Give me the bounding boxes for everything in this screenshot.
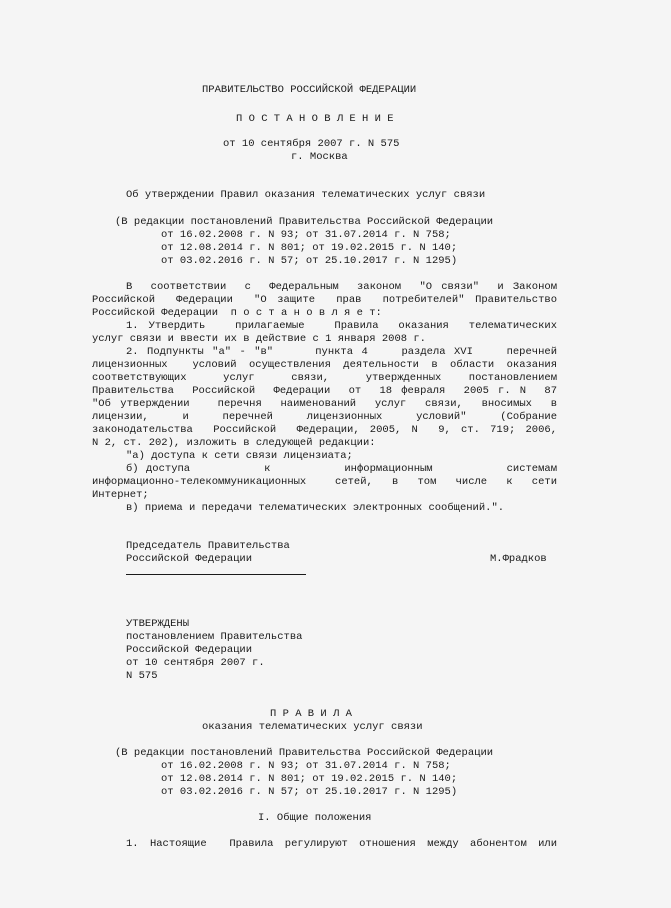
item2-sub-b: б) доступа к информационным системам xyxy=(126,463,557,475)
signature-position: Председатель Правительства xyxy=(126,540,290,552)
decree-city: г. Москва xyxy=(291,151,348,163)
item2-line: "Об утверждении перечня наименований услуг связи, вносимых в xyxy=(92,398,557,410)
rules-amendments-line: от 03.02.2016 г. N 57; от 25.10.2017 г. N 1295) xyxy=(161,786,458,798)
preamble-line: В соответствии с Федеральным законом "О связи" и Законом xyxy=(126,281,557,293)
amendments-line: (В редакции постановлений Правительства Российской Федерации xyxy=(115,216,494,228)
item2-line: лицензии, и перечней лицензионных условий" (Собрание xyxy=(92,411,557,423)
approval-line: от 10 сентября 2007 г. xyxy=(126,657,265,669)
item2-line: законодательства Российской Федерации, 2005, N 9, ст. 719; 2006, xyxy=(92,424,557,436)
item2-line: лицензионных условий осуществления деятельности в области оказания xyxy=(92,359,557,371)
signature-position: Российской Федерации xyxy=(126,553,253,565)
rules-amendments-line: (В редакции постановлений Правительства Российской Федерации xyxy=(115,747,494,759)
item2-line: N 2, ст. 202), изложить в следующей редакции: xyxy=(92,437,376,449)
rules-amendments-line: от 16.02.2008 г. N 93; от 31.07.2014 г. N 758; xyxy=(161,760,451,772)
amendments-line: от 16.02.2008 г. N 93; от 31.07.2014 г. N 758; xyxy=(161,229,451,241)
government-heading: ПРАВИТЕЛЬСТВО РОССИЙСКОЙ ФЕДЕРАЦИИ xyxy=(202,84,417,96)
item2-line: соответствующих услуг связи, утвержденных постановлением xyxy=(92,372,557,384)
rules-paragraph: 1. Настоящие Правила регулируют отношения между абонентом или xyxy=(126,838,557,850)
item2-sub-a: "а) доступа к сети связи лицензиата; xyxy=(126,450,353,462)
preamble-line: Российской Федерации "О защите прав потребителей" Правительство xyxy=(92,294,557,306)
rules-subtitle: оказания телематических услуг связи xyxy=(202,721,423,733)
approval-line: N 575 xyxy=(126,670,158,682)
item2-sub-b: Интернет; xyxy=(92,489,149,501)
signature-divider xyxy=(126,574,306,575)
item1-line: 1. Утвердить прилагаемые Правила оказания телематических xyxy=(126,320,557,332)
approval-line: УТВЕРЖДЕНЫ xyxy=(126,618,190,630)
section-title: I. Общие положения xyxy=(258,812,372,824)
approval-line: Российской Федерации xyxy=(126,644,253,656)
amendments-line: от 12.08.2014 г. N 801; от 19.02.2015 г. N 140; xyxy=(161,242,458,254)
item1-line: услуг связи и ввести их в действие с 1 января 2008 г. xyxy=(92,333,426,345)
item2-line: Правительства Российской Федерации от 18 февраля 2005 г. N 87 xyxy=(92,385,557,397)
decree-date-number: от 10 сентября 2007 г. N 575 xyxy=(223,138,400,150)
item2-sub-c: в) приема и передачи телематических электронных сообщений.". xyxy=(126,502,505,514)
decree-title: Об утверждении Правил оказания телематических услуг связи xyxy=(126,189,486,201)
approval-line: постановлением Правительства xyxy=(126,631,303,643)
signature-name: М.Фрадков xyxy=(490,553,547,565)
amendments-line: от 03.02.2016 г. N 57; от 25.10.2017 г. N 1295) xyxy=(161,255,458,267)
preamble-line: Российской Федерации п о с т а н о в л я е т: xyxy=(92,307,382,319)
item2-line: 2. Подпункты "а" - "в" пункта 4 раздела XVI перечней xyxy=(126,346,557,358)
rules-title: П Р А В И Л А xyxy=(270,708,352,720)
rules-amendments-line: от 12.08.2014 г. N 801; от 19.02.2015 г. N 140; xyxy=(161,773,458,785)
doc-type-heading: П О С Т А Н О В Л Е Н И Е xyxy=(236,113,394,125)
item2-sub-b: информационно-телекоммуникационных сетей, в том числе к сети xyxy=(92,476,557,488)
